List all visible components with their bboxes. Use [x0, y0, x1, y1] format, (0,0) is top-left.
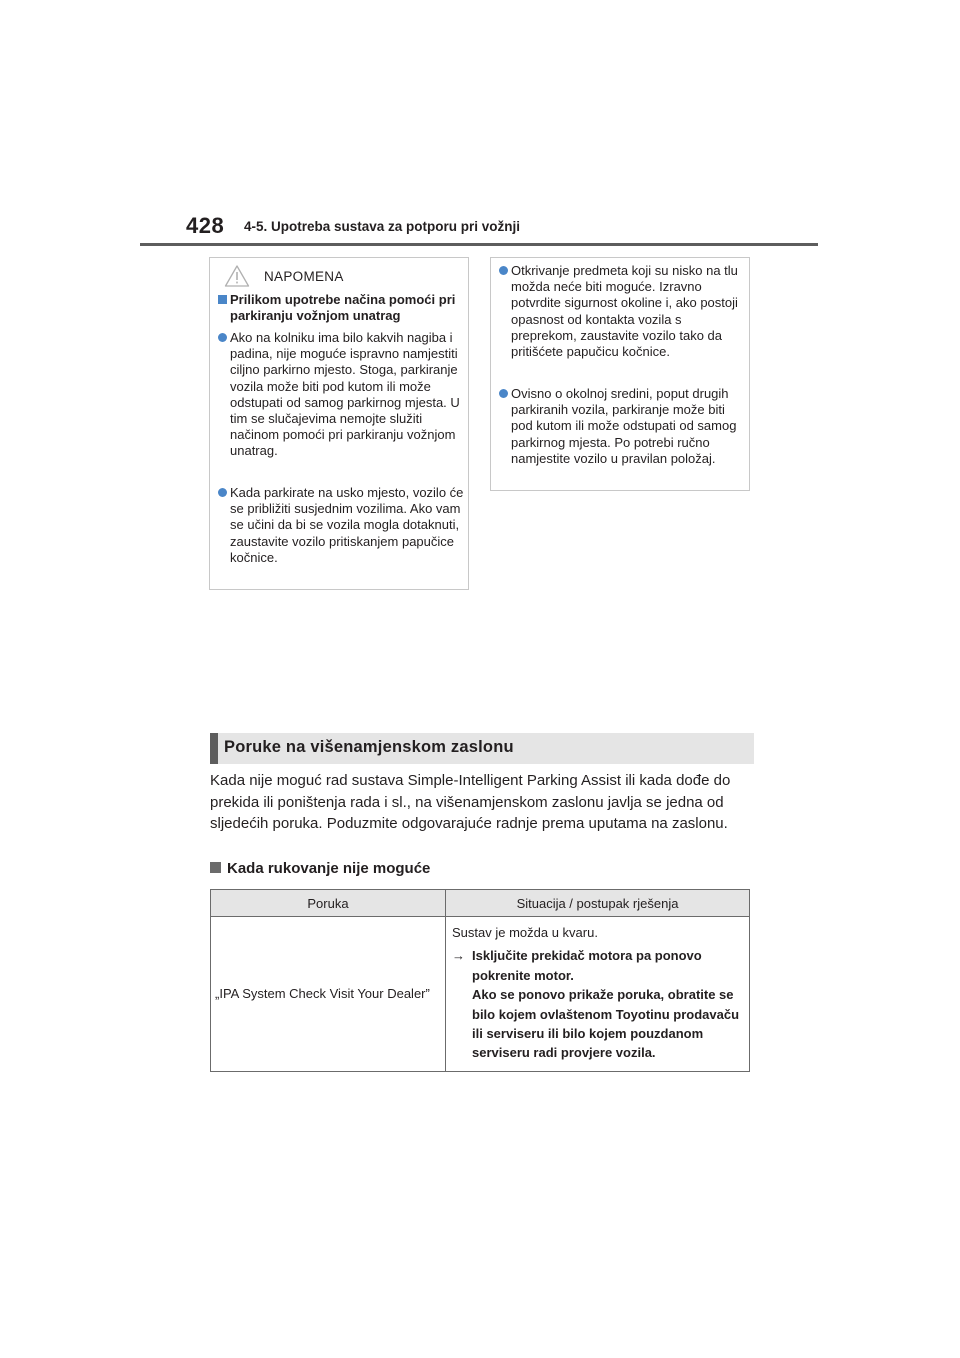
note-heading: Prilikom upotrebe načina pomoći pri parkiranju vožnjom unatrag	[218, 292, 466, 324]
table-row	[211, 917, 750, 1072]
subheading: Kada rukovanje nije moguće	[210, 860, 430, 877]
note-paragraph: Kada parkirate na usko mjesto, vozilo će se približiti susjednim vozilima. Ako vam se učini da bi se vozila mogla dotaknuti, zaustavite vozilo pritiskanjem papučice kočnice.	[218, 485, 466, 566]
round-bullet-icon	[218, 333, 227, 342]
section-heading-text: Poruke na višenamjenskom zaslonu	[224, 738, 514, 756]
action-instruction: → Isključite prekidač motora pa ponovo pokrenite motor. Ako se ponovo prikaže poruka, obratite se bilo kojem ovlaštenom Toyotinu prodavaču ili serviseru ili bilo kojem pouzdanom serviseru radi provjere vozila.	[452, 948, 740, 1061]
note-paragraph: Otkrivanje predmeta koji su nisko na tlu možda neće biti moguće. Izravno potvrdite sigurnost okoline i, ako postoji opasnost od kontakta vozila s preprekom, zaustavite vozilo tako da pritišćete papučicu kočnice.	[499, 263, 747, 360]
round-bullet-icon	[218, 488, 227, 497]
round-bullet-icon	[499, 389, 508, 398]
intro-paragraph: Kada nije moguć rad sustava Simple-Intelligent Parking Assist ili kada dođe do prekida ili poništenja rada i sl., na višenamjenskom zaslonu javlja se jedna od sljedećih poruka. Poduzmite odgovarajuće radnje prema uputama na zaslonu.	[210, 772, 731, 833]
header-rule	[140, 243, 818, 246]
square-bullet-icon	[218, 295, 227, 304]
message-cell: „IPA System Check Visit Your Dealer”	[211, 917, 446, 1072]
table-header-row	[211, 890, 750, 917]
note-header	[210, 262, 468, 290]
note-box-left	[209, 257, 469, 590]
page-number: 428	[186, 213, 225, 238]
note-title: NAPOMENA	[264, 269, 344, 284]
section-title: 4-5. Upotreba sustava za potporu pri vožnji	[244, 219, 521, 234]
note-paragraph: Ovisno o okolnoj sredini, poput drugih parkiranih vozila, parkiranje može biti pod kutom ili može odstupati od samog parkirnog mjesta. Po potrebi ručno namjestite vozilo u pravilan položaj.	[499, 386, 747, 467]
square-bullet-icon	[210, 862, 221, 873]
column-header-situation: Situacija / postupak rješenja	[446, 890, 750, 917]
section-heading	[210, 733, 754, 764]
column-header-message: Poruka	[211, 890, 446, 917]
note-paragraph: Ako na kolniku ima bilo kakvih nagiba i padina, nije moguće ispravno namjestiti ciljno parkirno mjesto. Stoga, parkiranje vozila može biti pod kutom ili može odstupati od samog parkirnog mjesta. U tim se slučajevima nemojte služiti načinom pomoći pri parkiranju vožnjom unatrag.	[218, 330, 466, 460]
round-bullet-icon	[499, 266, 508, 275]
warning-triangle-icon	[224, 264, 250, 288]
note-box-right	[490, 257, 750, 491]
arrow-right-icon: →	[452, 948, 465, 964]
situation-text: Sustav je možda u kvaru.	[452, 925, 598, 940]
message-table	[210, 889, 750, 1072]
situation-cell	[446, 917, 750, 1072]
